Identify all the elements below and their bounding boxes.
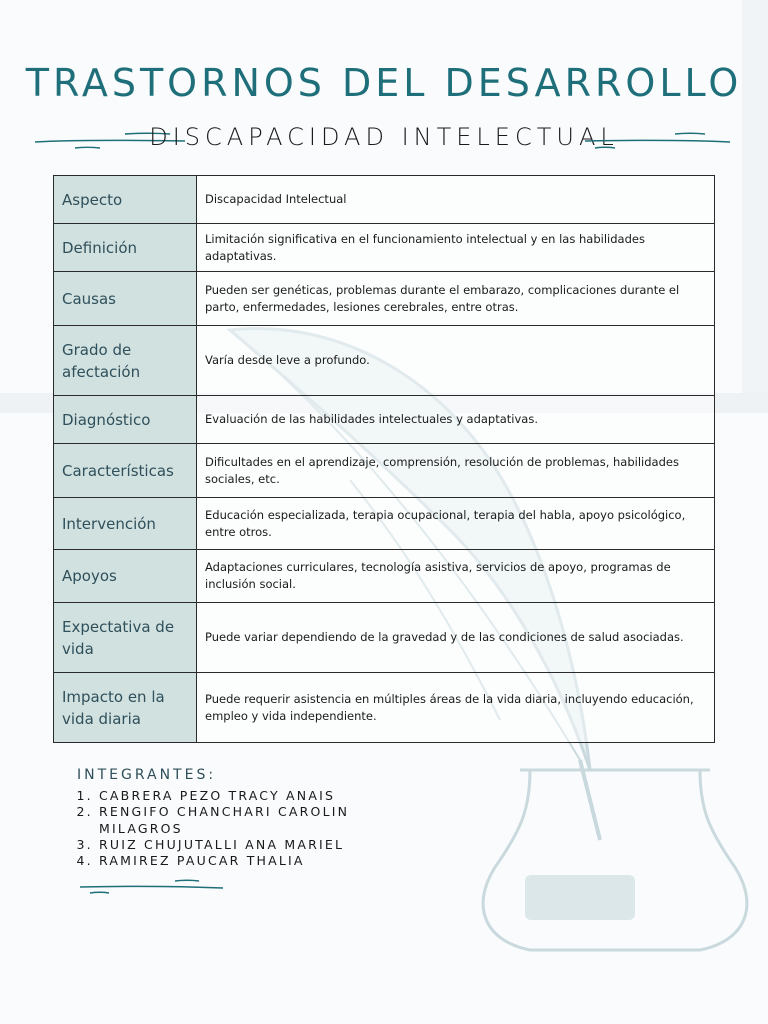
member-item: 3. RUIZ CHUJUTALLI ANA MARIEL (99, 837, 399, 853)
members-list (77, 788, 399, 869)
member-item: 1. CABRERA PEZO TRACY ANAIS (99, 788, 399, 804)
row-value: Dificultades en el aprendizaje, comprensión, resolución de problemas, habilidades sociales, etc. (197, 444, 715, 498)
row-value: Puede variar dependiendo de la gravedad y de las condiciones de salud asociadas. (197, 603, 715, 673)
table-row (54, 444, 715, 498)
member-item: 2. RENGIFO CHANCHARI CAROLIN MILAGROS (99, 804, 399, 837)
row-label: Grado de afectación (54, 326, 197, 396)
row-label: Definición (54, 224, 197, 272)
row-value: Adaptaciones curriculares, tecnología asistiva, servicios de apoyo, programas de inclusión social. (197, 550, 715, 603)
page-title: TRASTORNOS DEL DESARROLLO (25, 61, 743, 106)
row-value: Puede requerir asistencia en múltiples áreas de la vida diaria, incluyendo educación, empleo y vida independiente. (197, 673, 715, 743)
page-subtitle: DISCAPACIDAD INTELECTUAL (149, 123, 619, 151)
row-value: Evaluación de las habilidades intelectuales y adaptativas. (197, 396, 715, 444)
table-row (54, 326, 715, 396)
row-value: Limitación significativa en el funcionamiento intelectual y en las habilidades adaptativas. (197, 224, 715, 272)
table-row (54, 603, 715, 673)
table-row (54, 272, 715, 326)
table-row (54, 550, 715, 603)
row-label: Aspecto (54, 176, 197, 224)
row-label: Características (54, 444, 197, 498)
table-row (54, 176, 715, 224)
row-label: Apoyos (54, 550, 197, 603)
info-table (53, 175, 715, 743)
member-item: 4. RAMIREZ PAUCAR THALIA (99, 853, 399, 869)
row-value: Varía desde leve a profundo. (197, 326, 715, 396)
row-value: Educación especializada, terapia ocupacional, terapia del habla, apoyo psicológico, entre otros. (197, 498, 715, 550)
table-row (54, 396, 715, 444)
row-label: Impacto en la vida diaria (54, 673, 197, 743)
row-label: Causas (54, 272, 197, 326)
bottom-divider-swoosh (75, 878, 235, 898)
table-row (54, 224, 715, 272)
table-row (54, 498, 715, 550)
table-row (54, 673, 715, 743)
row-value: Pueden ser genéticas, problemas durante el embarazo, complicaciones durante el parto, enfermedades, lesiones cerebrales, entre otras. (197, 272, 715, 326)
right-divider-swoosh (580, 128, 740, 152)
row-label: Intervención (54, 498, 197, 550)
row-label: Expectativa de vida (54, 603, 197, 673)
row-value: Discapacidad Intelectual (197, 176, 715, 224)
members-heading: INTEGRANTES: (77, 767, 217, 783)
row-label: Diagnóstico (54, 396, 197, 444)
